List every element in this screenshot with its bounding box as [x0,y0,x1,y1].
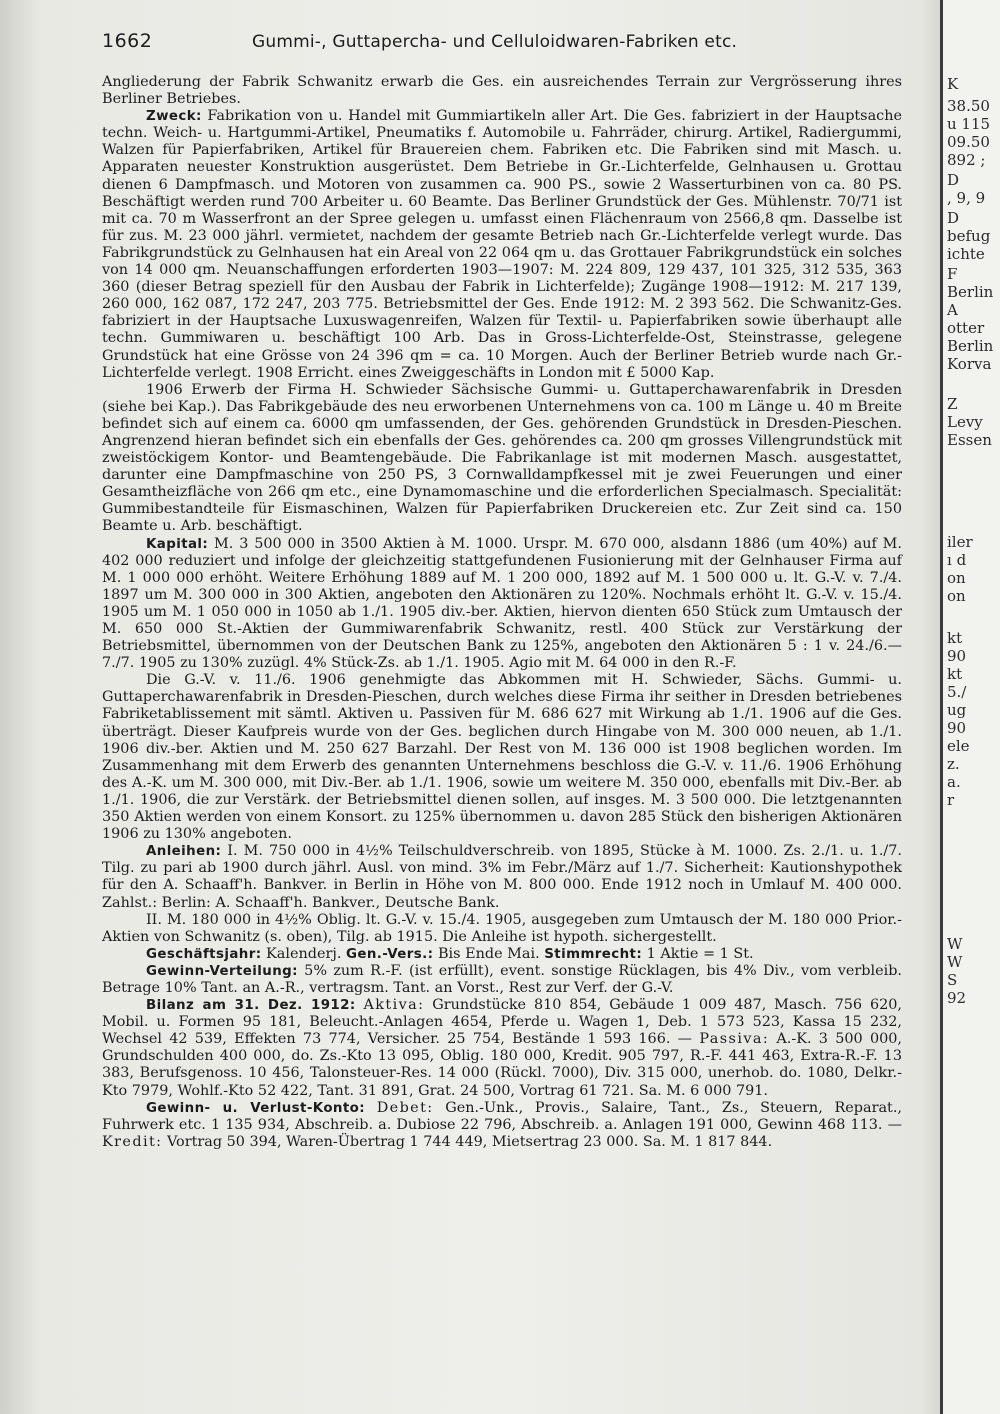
margin-fragment: Berlin [947,283,994,301]
margin-fragment: , 9, 9 [947,189,986,207]
paragraph-text: Vortrag 50 394, Waren-Übertrag 1 744 449, Mietsertrag 23 000. Sa. M. 1 817 844. [162,1133,773,1150]
document-page [90,30,908,1151]
spaced-label: Kredit: [102,1133,163,1150]
margin-fragment: S [947,971,958,989]
margin-fragment: on [947,587,966,605]
paragraph-text: I. M. 750 000 in 4½% Teilschuldverschreib. von 1895, Stücke à M. 1000. Zs. 2./1. u. 1./7. Tilg. zu pari ab 1900 durch jährl. Ausl. von mind. 3% im Febr./März auf 1./7. Sicherheit: Kautionshypothek für den A. Schaaff'h. Bankver. in Berlin in Höhe von M. 800 000. Ende 1912 noch in Umlauf M. 400 000. Zahlst.: Berlin: A. Schaaff'h. Bankver., Deutsche Bank. [102,843,902,911]
paragraph-p7 [102,912,902,946]
section-keyword: Gewinn-Verteilung: [146,963,298,979]
margin-fragment: otter [947,319,985,337]
paragraph-text: M. 3 500 000 in 3500 Aktien à M. 1000. Urspr. M. 670 000, alsdann 1886 (um 40%) auf M. 402 000 reduziert und infolge der gleichzeitig stattgefundenen Fusionierung mit der Gelnhauser Firma auf M. 1 000 000 erhöht. Weitere Erhöhung 1889 auf M. 1 200 000, 1892 auf M. 1 500 000 u. lt. G.-V. v. 7./4. 1897 um M. 300 000 in 300 Aktien, angeboten den Aktionären zu 120%. Nochmals erhöht lt. G.-V. v. 15./4. 1905 um M. 1 050 000 in 1050 ab 1./1. 1905 div.-ber. Aktien, hiervon dienten 650 Stück zum Umtausch der M. 650 000 St.-Aktien der Gummiwarenfabrik Schwanitz, restl. 400 Stück zur Verstärkung der Betriebsmittel, übernommen von der Deutschen Bank zu 125%, angeboten den Aktionären 5 : 1 v. 24./6.—7./7. 1905 zu 130% zuzügl. 4% Stück-Zs. ab 1./1. 1905. Agio mit M. 64 000 in den R.-F. [102,535,902,672]
margin-fragment: 5./ [947,683,967,701]
margin-fragment: 892 ; [947,151,986,169]
margin-fragment: a. [947,773,961,791]
spaced-label: Aktiva: [363,997,425,1014]
section-keyword: Kapital: [146,536,209,552]
running-title: Gummi-, Guttapercha- und Celluloidwaren-Fabriken etc. [252,32,738,52]
paragraph-text: A.-K. 3 500 000, Grundschulden 400 000, do. Zs.-Kto 13 095, Oblig. 180 000, Kredit. 905 797, R.-F. 441 463, Extra-R.-F. 13 383, Berufsgenoss. 10 456, Talonsteuer-Res. 14 000 (Rückl. 7000), Div. 315 000, unerhob. do. 1080, Delkr.-Kto 7979, Wohlf.-Kto 52 422, Tant. 31 891, Grat. 24 500, Vortrag 61 721. Sa. M. 6 000 791. [102,1031,902,1099]
paragraph-p5 [102,672,902,843]
section-keyword: Gen.-Vers.: [345,946,434,962]
margin-fragment: Korva [947,355,992,373]
margin-fragment: Berlin [947,337,994,355]
paragraph-text: Bis Ende Mai. [433,945,545,962]
paragraph-text: 1 Aktie = 1 St. [642,945,754,962]
margin-fragment: Levy [947,413,983,431]
margin-fragment: Z [947,395,958,413]
paragraph-text: 1906 Erwerb der Firma H. Schwieder Sächsische Gummi- u. Guttaperchawarenfabrik in Dresden (siehe bei Kap.). Das Fabrikgebäude des neu erworbenen Unternehmens von ca. 100 m Länge u. 40 m Breite befindet sich auf einem ca. 6000 qm umfassenden, der Ges. gehörenden Grundstück in Dresden-Pieschen. Angrenzend hieran befindet sich ein ebenfalls der Ges. gehörendes ca. 200 qm grosses Villengrundstück mit zweistöckigem Kontor- und Beamtengebäude. Die Fabrikanlage ist mit modernen Masch. ausgestattet, darunter eine Dampfmaschine von 250 PS, 3 Cornwalldampfkessel mit je zwei Feuerungen und einer Gesamtheizfläche von 266 qm etc., eine Dynamomaschine und die erforderlichen Specialmasch. Specialität: Gummibestandteile für Eismaschinen, Walzen für Papierfabriken Druckereien etc. Zur Zeit sind ca. 150 Beamte u. Arb. beschäftigt. [102,381,902,535]
margin-fragment: on [947,569,966,587]
paragraph-p11 [102,1100,902,1151]
margin-fragment: 92 [947,989,967,1007]
section-keyword: Stimmrecht: [544,946,643,962]
margin-fragment: kt [947,629,963,647]
margin-fragment: ele [947,737,970,755]
section-keyword: Geschäftsjahr: [146,946,262,962]
paragraph-p10 [102,997,902,1100]
paragraph-text: Fabrikation von u. Handel mit Gummiartikeln aller Art. Die Ges. fabriziert in der Hauptsache techn. Weich- u. Hartgummi-Artikel, Pneumatiks f. Automobile u. Fahrräder, chirurg. Artikel, Radiergummi, Walzen für Papierfabriken, Artikel für Brauereien chem. Fabriken etc. Die Fabriken sind mit Masch. u. Apparaten neuester Konstruktion ausgerüstet. Dem Betriebe in Gr.-Lichterfelde, Gelnhausen u. Grottau dienen 6 Dampfmasch. und Motoren von zusammen ca. 900 PS., sowie 2 Wasserturbinen von ca. 80 PS. Beschäftigt werden rund 700 Arbeiter u. 60 Beamte. Das Berliner Grundstück der Ges. Mühlenstr. 70/71 ist mit ca. 70 m Wasserfront an der Spree gelegen u. umfasst einen Flächenraum von 2566,8 qm. Dasselbe ist für zus. M. 23 000 jährl. vermietet, nachdem der gesamte Betrieb nach Gr.-Lichterfelde verlegt wurde. Das Fabrikgrundstück zu Gelnhausen hat ein Areal von 22 064 qm u. das Grottauer Fabrikgrundstück ein solches von 14 000 qm. Neuanschaffungen erforderten 1903—1907: M. 224 809, 129 437, 101 325, 312 535, 363 360 (dieser Betrag speziell für den Ausbau der Fabrik in Lichterfelde); Zugänge 1908—1912: M. 217 139, 260 000, 162 087, 172 247, 203 775. Betriebsmittel der Ges. Ende 1912: M. 2 393 562. Die Schwanitz-Ges. fabriziert in der Hauptsache Luxuswagenreifen, Walzen für Textil- u. Papierfabriken sowie überhaupt alle techn. Gummiwaren u. beschäftigt 100 Arb. Das in Gross-Lichterfelde-Ost, Steinstrasse, gelegene Grundstück hat eine Grösse von 24 396 qm = ca. 10 Morgen. Auch der Berliner Betrieb wurde nach Gr.-Lichterfelde verlegt. 1908 Erricht. eines Zweiggeschäfts in London mit £ 5000 Kap. [102,108,902,381]
margin-fragment: W [947,953,963,971]
page-header [102,30,908,52]
paragraph-text: Kalenderj. [261,945,346,962]
paragraph-p1 [102,74,902,108]
paragraph-p8 [102,946,902,963]
adjacent-page-margin [940,0,1000,1414]
document-body [102,74,902,1151]
margin-fragment: befug [947,227,991,245]
margin-fragment: Essen [947,431,992,449]
margin-fragment: D [947,171,960,189]
margin-fragment: 38.50 [947,97,990,115]
paragraph-p4 [102,536,902,673]
paragraph-text [365,1100,377,1116]
margin-fragment: ı d [947,551,967,569]
margin-fragment: 90 [947,647,967,665]
margin-fragment: ichte [947,245,985,263]
page-number: 1662 [102,30,153,52]
spaced-label: Debet: [376,1099,434,1116]
margin-fragment: z. [947,755,960,773]
paragraph-text: Die G.-V. v. 11./6. 1906 genehmigte das Abkommen mit H. Schwieder, Sächs. Gummi- u. Guttaperchawarenfabrik in Dresden-Pieschen, durch welches diese Firma ihr seither in Dresden betriebenes Fabriketablissement mit sämtl. Aktiven u. Passiven für M. 686 627 mit Wirkung ab 1./1. 1906 auf die Ges. überträgt. Dieser Kaufpreis wurde von der Ges. beglichen durch Hingabe von M. 300 000 neuen, ab 1./1. 1906 div.-ber. Aktien und M. 250 627 Barzahl. Der Rest von M. 136 000 ist 1908 beglichen worden. Im Zusammenhang mit dem Erwerb des genannten Unternehmens beschloss die G.-V. v. 11./6. 1906 Erhöhung des A.-K. um M. 300 000, mit Div.-Ber. ab 1./1. 1906, sowie um weitere M. 350 000, ebenfalls mit Div.-Ber. ab 1./1. 1906, die zur Verstärk. der Betriebsmittel dienen sollen, auf insges. M. 3 500 000. Die letztgenannten 350 Aktien werden von einem Konsort. zu 125% übernommen u. davon 285 Stück den bisherigen Aktionären 1906 zu 130% angeboten. [102,672,902,843]
paragraph-p9 [102,963,902,997]
margin-fragment: D [947,209,960,227]
margin-fragment: iler [947,533,973,551]
margin-fragment: W [947,935,963,953]
paragraph-text: Grundstücke 810 854, Gebäude 1 009 487, Masch. 756 620, Mobil. u. Formen 95 181, Beleucht.-Anlagen 4654, Pferde u. Wagen 1, Deb. 1 573 523, Kassa 15 232, Wechsel 42 539, Effekten 73 774, Versicher. 25 754, Bestände 1 593 166. — [102,997,902,1048]
paragraph-text: Gen.-Unk., Provis., Salaire, Tant., Zs., Steuern, Reparat., Fuhrwerk etc. 1 135 934, Abschreib. a. Dubiose 22 796, Abschreib. a. Anlagen 191 000, Gewinn 468 113. — [102,1099,902,1133]
section-keyword: Bilanz am 31. Dez. 1912: [146,998,356,1014]
paragraph-p3 [102,382,902,536]
margin-fragment: 09.50 [947,133,990,151]
margin-fragment: K [947,75,959,93]
section-keyword: Gewinn- u. Verlust-Konto: [146,1100,366,1116]
paragraph-text: II. M. 180 000 in 4½% Oblig. lt. G.-V. v. 15./4. 1905, ausgegeben zum Umtausch der M. 180 000 Prior.-Aktien von Schwanitz (s. oben), Tilg. ab 1915. Die Anleihe ist hypoth. sichergestellt. [102,911,902,945]
margin-fragment: 90 [947,719,967,737]
paragraph-p6 [102,843,902,911]
section-keyword: Anleihen: [146,844,222,860]
margin-fragment: ug [947,701,967,719]
margin-fragment: u 115 [947,115,991,133]
paragraph-text: Angliederung der Fabrik Schwanitz erwarb die Ges. ein ausreichendes Terrain zur Vergrösserung ihres Berliner Betriebes. [102,74,902,108]
paragraph-p2 [102,108,902,382]
margin-fragment: A [947,301,958,319]
margin-fragment: F [947,265,958,283]
margin-fragment: r [947,791,955,809]
spaced-label: Passiva: [699,1031,770,1048]
margin-fragment: kt [947,665,963,683]
section-keyword: Zweck: [146,109,202,125]
paragraph-text: 5% zum R.-F. (ist erfüllt), event. sonstige Rücklagen, bis 4% Div., vom verbleib. Betrage 10% Tant. an A.-R., vertragsm. Tant. an Vorst., Rest zur Verf. der G.-V. [102,962,902,996]
